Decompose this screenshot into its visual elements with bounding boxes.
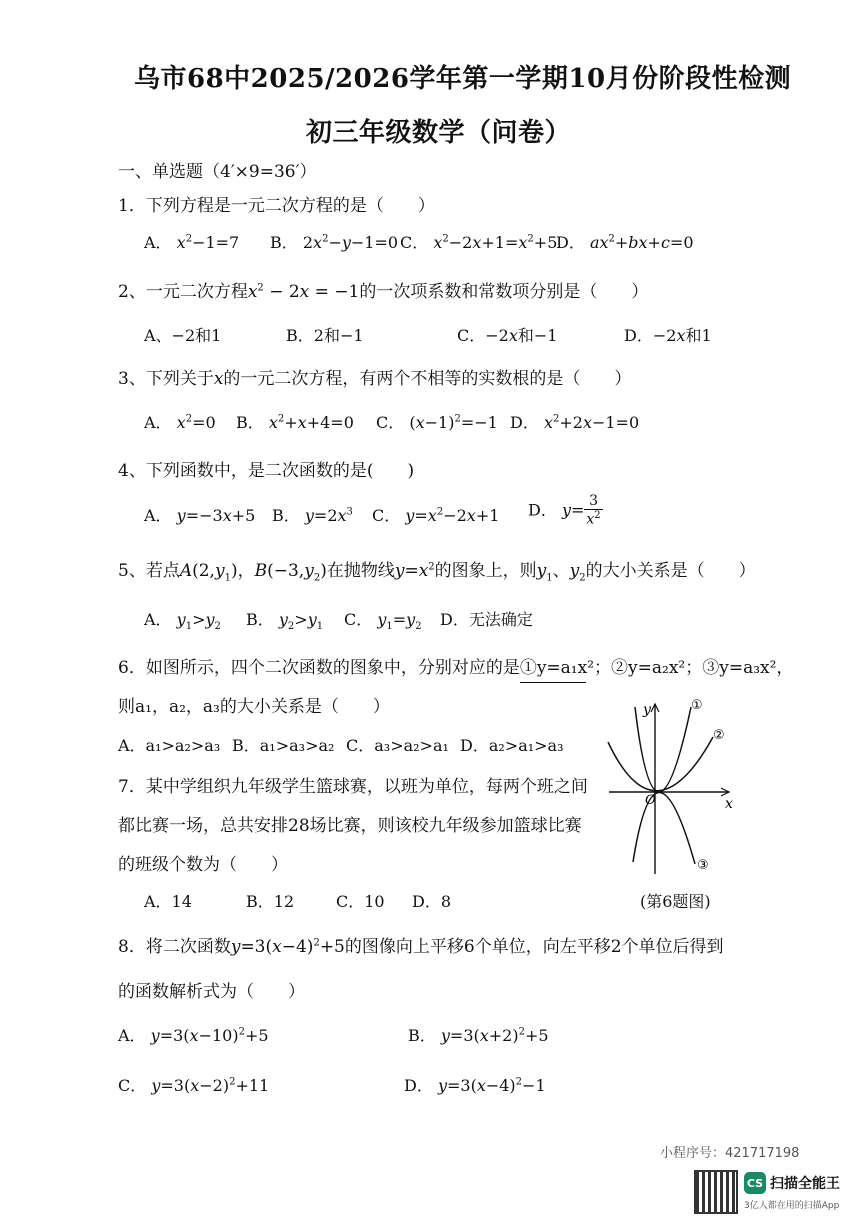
curve-1-label: ①	[691, 698, 703, 713]
exam-title: 乌市68中2025/2026学年第一学期10月份阶段性检测	[134, 64, 792, 94]
q3-option-a: A． $x^2=0$	[144, 413, 216, 432]
underline-mark	[520, 682, 586, 683]
question-5-stem: 5、若点$A(2,y_1)$，$B(-3,y_2)$在抛物线$y=x^2$的图象上，则$y_1$、$y_2$的大小关系是（ ）	[118, 561, 756, 584]
graph-y-label: y	[643, 702, 651, 718]
q6-option-a: A．a₁>a₂>a₃	[118, 736, 221, 755]
app-name: 扫描全能王	[770, 1176, 840, 1192]
q8-option-b: B． $y=3(x+2)^2+5$	[408, 1026, 549, 1045]
q5-option-a: A． $y_1>y_2$	[144, 610, 221, 633]
exam-subtitle: 初三年级数学（问卷）	[306, 118, 572, 148]
question-8-stem: 8．将二次函数$y=3(x-4)^2+5$的图像向上平移6个单位，向左平移2个单位后得到	[118, 937, 724, 957]
q7-option-c: C．10	[336, 892, 385, 911]
q1-option-b: B． $2x^2-y-1=0$	[270, 233, 399, 252]
q4-option-c: C． $y=x^2-2x+1$	[372, 506, 500, 525]
question-6-stem-line1: 6．如图所示，四个二次函数的图象中，分别对应的是①y=a₁x²；②y=a₂x²；③y=a₃x²，	[118, 658, 794, 678]
graph-x-label: x	[725, 796, 733, 812]
parabola-3	[633, 792, 695, 864]
q2-option-c: C．−2x和−1	[457, 326, 558, 345]
curve-3-label: ③	[697, 858, 709, 873]
q5-option-c: C． $y_1=y_2$	[344, 610, 422, 633]
q5-option-b: B． $y_2>y_1$	[246, 610, 324, 633]
question-7-line3: 的班级个数为（ ）	[118, 855, 288, 875]
q2-option-d: D．−2x和1	[624, 326, 712, 345]
app-logo-icon: CS	[744, 1172, 766, 1194]
question-7-line1: 7．某中学组织九年级学生篮球赛，以班为单位，每两个班之间	[118, 777, 588, 797]
curve-2-label: ②	[713, 728, 725, 743]
q5-option-d: D．无法确定	[440, 610, 533, 629]
parabola-figure	[605, 692, 755, 882]
q4-option-d: D． y= $\frac{3}{x^2}$	[528, 493, 601, 529]
q8-option-d: D． $y=3(x-4)^2-1$	[404, 1076, 546, 1095]
q1-option-d: D． $ax^2+bx+c=0$	[556, 233, 694, 252]
q7-option-d: D．8	[412, 892, 452, 911]
figure-6-caption: (第6题图)	[640, 892, 711, 911]
q4-option-b: B． $y=2x^3$	[272, 506, 353, 525]
question-8-line2: 的函数解析式为（ ）	[118, 982, 305, 1002]
q3-option-b: B． $x^2+x+4=0$	[236, 413, 354, 432]
qr-code-icon	[694, 1170, 738, 1214]
app-tagline: 3亿人都在用的扫描App	[744, 1201, 840, 1211]
question-3-stem: 3、下列关于x的一元二次方程，有两个不相等的实数根的是（ ）	[118, 369, 632, 389]
q6-option-d: D．a₂>a₁>a₃	[460, 736, 564, 755]
section-heading: 一、单选题（4′×9=36′）	[118, 162, 317, 182]
parabola-2	[608, 737, 713, 791]
question-2-stem: 2、一元二次方程$x^2 - 2x = -1$的一次项系数和常数项分别是（ ）	[118, 282, 649, 302]
question-7-line2: 都比赛一场，总共安排28场比赛，则该校九年级参加篮球比赛	[118, 816, 582, 836]
q8-option-a: A． $y=3(x-10)^2+5$	[118, 1026, 269, 1045]
q1-option-c: C． $x^2-2x+1=x^2+5$	[400, 233, 558, 252]
graph-origin-label: O	[645, 793, 656, 808]
q2-option-a: A、−2和1	[144, 326, 222, 345]
q7-option-a: A．14	[144, 892, 192, 911]
question-4-stem: 4、下列函数中，是二次函数的是( )	[118, 461, 415, 481]
q4-option-a: A． y=−3x+5	[144, 506, 256, 525]
q1-option-a: A． $x^2-1=7$	[144, 233, 240, 252]
question-1-stem: 1．下列方程是一元二次方程的是（ ）	[118, 196, 435, 216]
q6-option-c: C．a₃>a₂>a₁	[346, 736, 449, 755]
question-6-stem-line2: 则a₁，a₂，a₃的大小关系是（ ）	[118, 697, 390, 717]
q7-option-b: B．12	[246, 892, 295, 911]
q8-option-c: C． $y=3(x-2)^2+11$	[118, 1076, 270, 1095]
footer-number-text: 小程序号：421717198	[660, 1146, 800, 1161]
q3-option-d: D． $x^2+2x-1=0$	[510, 413, 640, 432]
q3-option-c: C． $(x-1)^2=-1$	[376, 413, 498, 432]
q2-option-b: B．2和−1	[286, 326, 364, 345]
q6-option-b: B．a₁>a₃>a₂	[232, 736, 335, 755]
